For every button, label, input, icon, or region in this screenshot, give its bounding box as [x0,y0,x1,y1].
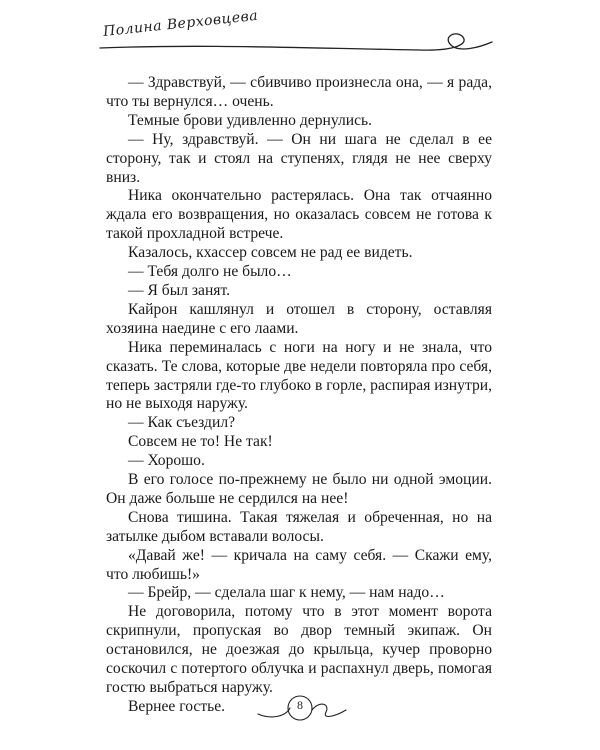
body-text [106,74,492,717]
paragraph: Не договорила, потому что в этот момент ворота скрипнули, пропуская во двор темный экипаж. Он остановился, не доезжая до крыльца, кучер проворно соскочил с потертого облучка и распахнул дверь, помогая гостю выбраться наружу. [106,603,492,696]
author-name: Полина Верховцева [102,7,259,40]
paragraph: Совсем не то! Не так! [128,433,273,451]
page-number: 8 [297,698,303,712]
paragraph: — Тебя долго не было… [128,263,292,281]
paragraph: Казалось, кхассер совсем не рад ее видеть. [128,244,413,262]
paragraph: Кайрон кашлянул и отошел в сторону, оставляя хозяина наедине с его лаами. [106,300,492,337]
paragraph: Снова тишина. Такая тяжелая и обреченная, но на затылке дыбом вставали волосы. [106,508,492,545]
paragraph: В его голосе по-прежнему не было ни одной эмоции. Он даже больше не сердился на нее! [106,471,492,507]
paragraph: — Как съездил? [128,414,236,432]
paragraph: Вернее гостье. [128,697,226,715]
paragraph: — Здравствуй, — сбивчиво произнесла она, — я рада, что ты вернулся… очень. [106,74,492,110]
paragraph: — Хорошо. [128,452,205,470]
paragraph: — Я был занят. [128,281,231,299]
paragraph: Ника переминалась с ноги на ногу и не знала, что сказать. Те слова, которые две недели повторяла про себя, теперь застряли где-то глубоко в горле, распирая изнутри, но не выходя наружу. [106,338,492,413]
paragraph: — Брейр, — сделала шаг к нему, — нам надо… [128,584,445,602]
paragraph: — Ну, здравствуй. — Он ни шага не сделал в ее сторону, так и стоял на ступенях, глядя не нее сверху вниз. [106,130,492,186]
page-header [0,0,600,70]
paragraph: «Давай же! — кричала на саму себя. — Скажи ему, что любишь!» [106,546,492,583]
paragraph: Ника окончательно растерялась. Она так отчаянно ждала его возвращения, но оказалась совсем не готова к такой прохладной встрече. [106,187,492,243]
paragraph: Темные брови удивленно дернулись. [128,111,373,129]
header-flourish [0,0,600,70]
